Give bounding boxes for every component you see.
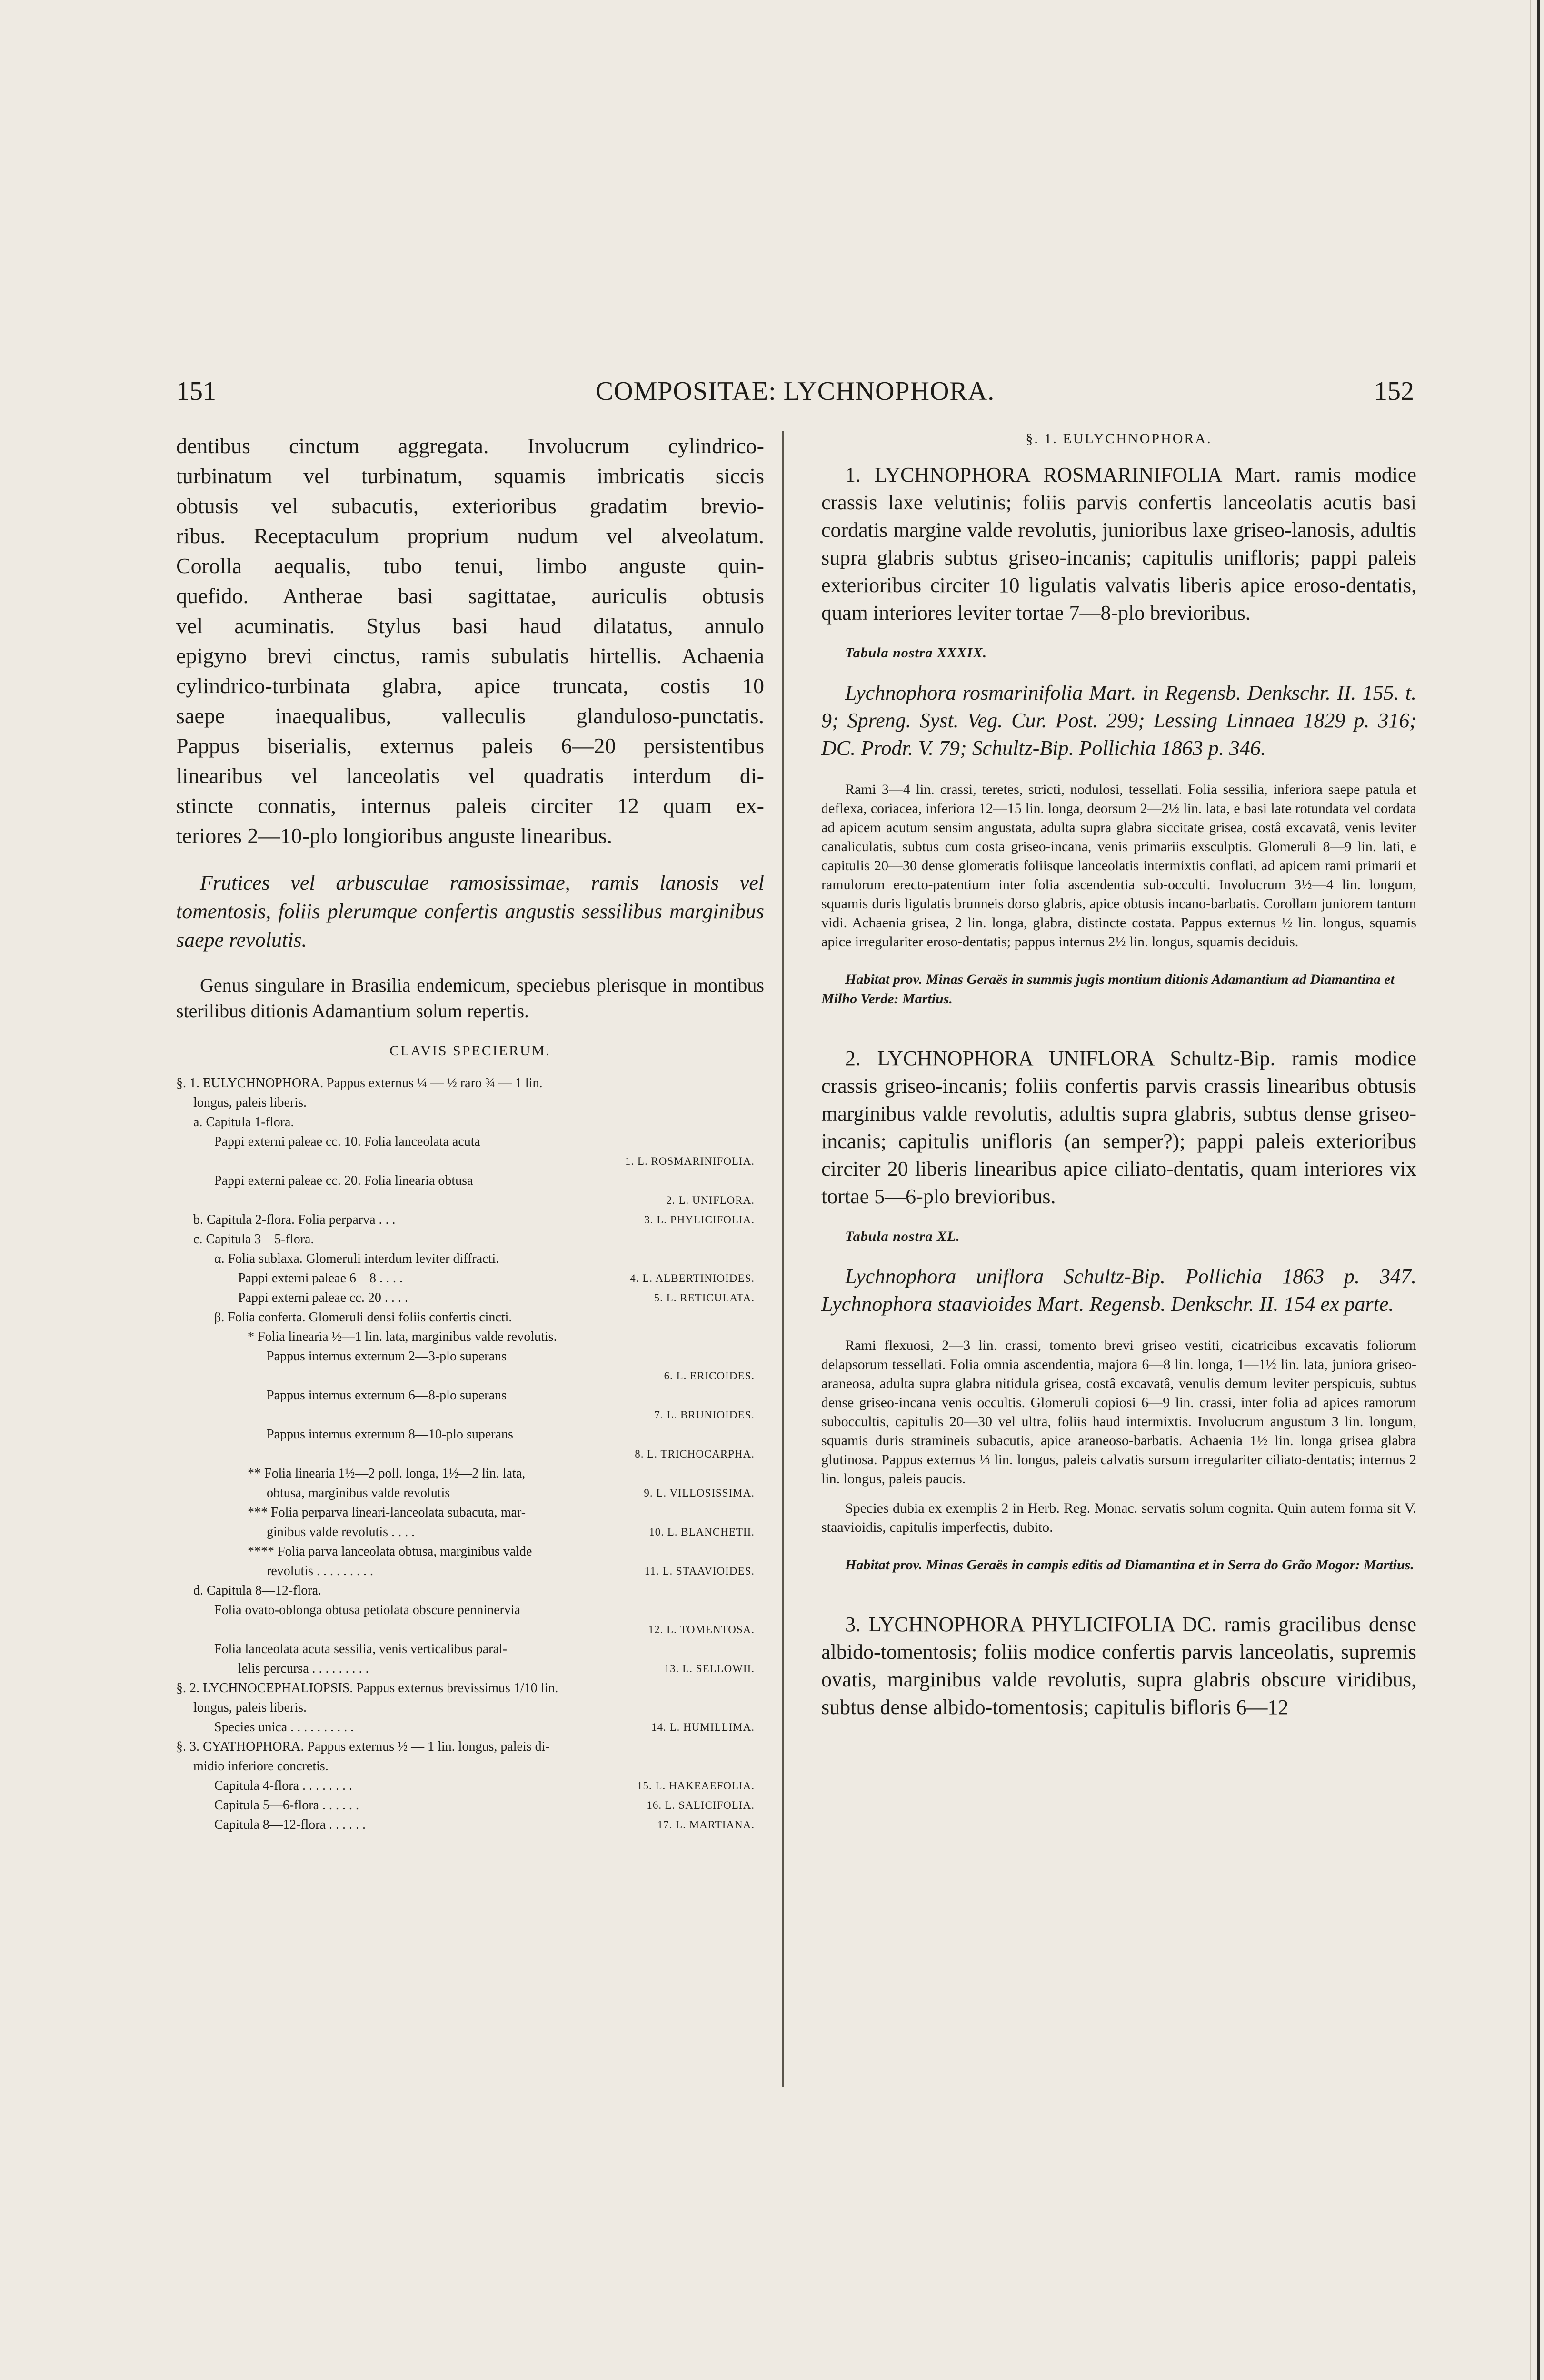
- key-species-ref: 16. L. SALICIFOLIA.: [647, 1799, 755, 1811]
- key-text: *** Folia perparva lineari-lanceolata subacuta, mar-: [248, 1505, 526, 1520]
- genus-description-line: quefido. Antherae basi sagittatae, auriculis obtusis: [176, 584, 764, 608]
- genus-description-line: Corolla aequalis, tubo tenui, limbo anguste quin-: [176, 554, 764, 578]
- key-row: [176, 1522, 764, 1542]
- column-divider: [782, 431, 784, 2087]
- key-species-ref: 1. L. ROSMARINIFOLIA.: [625, 1155, 755, 1167]
- species-1-title: 1. LYCHNOPHORA ROSMARINIFOLIA Mart.: [845, 463, 1281, 486]
- key-text: Pappi externi paleae 6—8 . . . .: [238, 1271, 403, 1286]
- key-row: [176, 1737, 764, 1756]
- species-key: [176, 1073, 764, 1835]
- key-row: [176, 1366, 764, 1386]
- key-text: Folia lanceolata acuta sessilia, venis verticalibus paral-: [214, 1642, 507, 1656]
- key-text: revolutis . . . . . . . . .: [267, 1564, 373, 1578]
- key-text: * Folia linearia ½—1 lin. lata, marginibus valde revolutis.: [248, 1329, 557, 1344]
- key-row: [176, 1639, 764, 1659]
- key-text: longus, paleis liberis.: [193, 1095, 307, 1110]
- key-text: longus, paleis liberis.: [193, 1700, 307, 1715]
- key-row: [176, 1288, 764, 1308]
- key-row: [176, 1542, 764, 1561]
- species-3-diagnosis: ramis gracilibus dense albido-tomentosis; foliis modice confertis parvis lanceolatis, supremis ovatis, marginibus valde revolutis, supra glabris obscure viridibus, subtus dense albido-tomentosis; capitulis bifloris 6—12: [821, 1613, 1417, 1719]
- key-row: [176, 1386, 764, 1405]
- key-row: [176, 1269, 764, 1288]
- species-2-habitat: Habitat prov. Minas Geraës in campis editis ad Diamantina et in Serra do Grão Mogor: Martius.: [845, 1557, 1414, 1573]
- key-text: §. 2. LYCHNOCEPHALIOPSIS. Pappus externus brevissimus 1/10 lin.: [176, 1681, 558, 1696]
- species-3-description: [821, 1611, 1416, 1721]
- key-text: α. Folia sublaxa. Glomeruli interdum leviter diffracti.: [214, 1251, 499, 1266]
- species-2-synonymy: Lychnophora uniflora Schultz-Bip. Pollichia 1863 p. 347. Lychnophora staavioides Mart. Regensb. Denkschr. II. 154 ex parte.: [821, 1265, 1416, 1316]
- key-text: Capitula 4-flora . . . . . . . .: [214, 1778, 353, 1793]
- key-row: [176, 1756, 764, 1776]
- key-species-ref: 5. L. RETICULATA.: [654, 1292, 755, 1304]
- key-species-ref: 9. L. VILLOSISSIMA.: [644, 1487, 755, 1499]
- species-3-title: 3. LYCHNOPHORA PHYLICIFOLIA DC.: [845, 1613, 1216, 1636]
- key-row: [176, 1659, 764, 1678]
- species-2-description: [821, 1045, 1416, 1210]
- key-text: β. Folia conferta. Glomeruli densi foliis confertis cincti.: [214, 1310, 512, 1325]
- key-row: [176, 1230, 764, 1249]
- genus-description-line: cylindrico-turbinata glabra, apice truncata, costis 10: [176, 674, 764, 698]
- key-text: midio inferiore concretis.: [193, 1759, 329, 1774]
- key-text: d. Capitula 8—12-flora.: [193, 1583, 322, 1598]
- key-text: ginibus valde revolutis . . . .: [267, 1525, 415, 1539]
- key-species-ref: 11. L. STAAVIOIDES.: [644, 1565, 755, 1577]
- genus-description-line: stincte connatis, internus paleis circiter 12 quam ex-: [176, 793, 764, 818]
- key-text: Pappus internus externum 6—8-plo superans: [267, 1388, 507, 1403]
- key-text: **** Folia parva lanceolata obtusa, marginibus valde: [248, 1544, 532, 1559]
- species-2-note: Species dubia ex exemplis 2 in Herb. Reg. Monac. servatis solum cognita. Quin autem forma sit V. staavioidis, capitulis imperfectis, dubito.: [821, 1500, 1416, 1535]
- key-row: [176, 1347, 764, 1366]
- key-row: [176, 1093, 764, 1112]
- key-text: Pappus internus externum 8—10-plo superans: [267, 1427, 513, 1442]
- genus-description-line: linearibus vel lanceolatis vel quadratis interdum di-: [176, 764, 764, 788]
- species-1-diagnosis: ramis modice crassis laxe velutinis; foliis parvis confertis lanceolatis acutis basi cordatis margine valde revolutis, junioribus laxe griseo-lanosis, adultis supra glabris subtus griseo-incanis; capitulis unifloris; pappi paleis exterioribus circiter 10 ligulatis valvatis liberis apice eroso-dentatis, quam interiores leviter tortae 7—8-plo brevioribus.: [821, 463, 1416, 625]
- genus-description: [176, 431, 764, 851]
- key-row: [176, 1249, 764, 1269]
- key-text: Pappi externi paleae cc. 20 . . . .: [238, 1290, 408, 1305]
- key-species-ref: 10. L. BLANCHETII.: [649, 1526, 755, 1538]
- key-text: a. Capitula 1-flora.: [193, 1115, 294, 1130]
- key-row: [176, 1815, 764, 1835]
- key-row: [176, 1581, 764, 1600]
- genus-description-line: teriores 2—10-plo longioribus anguste linearibus.: [176, 823, 613, 848]
- key-text: c. Capitula 3—5-flora.: [193, 1232, 314, 1247]
- key-species-ref: 13. L. SELLOWII.: [664, 1663, 755, 1675]
- genus-description-line: saepe inaequalibus, valleculis glanduloso-punctatis.: [176, 704, 764, 728]
- key-text: Capitula 8—12-flora . . . . . .: [214, 1817, 366, 1832]
- right-column: [821, 431, 1416, 1721]
- genus-description-line: dentibus cinctum aggregata. Involucrum cylindrico-: [176, 434, 764, 458]
- key-row: [176, 1444, 764, 1464]
- species-1-description: [821, 461, 1416, 627]
- key-species-ref: 3. L. PHYLICIFOLIA.: [644, 1214, 755, 1226]
- key-text: obtusa, marginibus valde revolutis: [267, 1486, 450, 1500]
- genus-description-line: ribus. Receptaculum proprium nudum vel alveolatum.: [176, 524, 764, 548]
- key-text: Species unica . . . . . . . . . .: [214, 1720, 354, 1735]
- species-2-detail: Rami flexuosi, 2—3 lin. crassi, tomento brevi griseo vestiti, cicatricibus excavatis foliorum delapsorum tessellati. Folia omnia ascendentia, majora 6—8 lin. longa, 1—1½ lin. lata, juniora griseo-araneosa, adulta supra glabra nitidula grisea, costâ excavatâ, venulis demum leviter perspicuis, subtus dense griseo-incana venis occultis. Glomeruli copiosi 6—9 lin. crassi, inter folia ad apices ramorum suboccultis, capitulis 20—30 vel ultra, foliis haud intermixtis. Involucrum angustum 3 lin. longum, squamis duris stramineis subacutis, apice araneoso-barbatis. Achaenia 1½ lin. longa grisea glabra glutinosa. Pappus externus ⅓ lin. longus, paleis calvatis sursum irregulariter ciliato-dentatis; internus 2 lin. longus, paleis paucis.: [821, 1338, 1416, 1487]
- key-row: [176, 1600, 764, 1620]
- species-2-plate: Tabula nostra XL.: [845, 1229, 960, 1244]
- key-row: [176, 1308, 764, 1327]
- key-row: [176, 1776, 764, 1795]
- key-row: [176, 1171, 764, 1190]
- key-row: [176, 1483, 764, 1503]
- key-row: [176, 1112, 764, 1132]
- genus-description-line: epigyno brevi cinctus, ramis subulatis hirtellis. Achaenia: [176, 644, 764, 668]
- key-row: [176, 1717, 764, 1737]
- key-row: [176, 1561, 764, 1581]
- left-column: [176, 431, 764, 1835]
- key-row: [176, 1678, 764, 1698]
- genus-description-line: Pappus biserialis, externus paleis 6—20 persistentibus: [176, 734, 764, 758]
- page-number-right: 152: [1374, 377, 1414, 406]
- clavis-title: CLAVIS SPECIERUM.: [389, 1043, 551, 1059]
- species-2-title: 2. LYCHNOPHORA UNIFLORA Schultz-Bip.: [845, 1047, 1275, 1070]
- key-text: b. Capitula 2-flora. Folia perparva . . .: [193, 1212, 396, 1227]
- frutices-paragraph: Frutices vel arbusculae ramosissimae, ramis lanosis vel tomentosis, foliis plerumque confertis angustis sessilibus marginibus saepe revolutis.: [176, 871, 764, 952]
- page-edge: [1537, 0, 1540, 2380]
- genus-note: Genus singulare in Brasilia endemicum, speciebus plerisque in montibus sterilibus ditionis Adamantium solum repertis.: [176, 974, 764, 1021]
- genus-description-line: turbinatum vel turbinatum, squamis imbricatis siccis: [176, 464, 764, 488]
- key-row: [176, 1464, 764, 1483]
- page-number-left: 151: [176, 377, 216, 406]
- key-species-ref: 4. L. ALBERTINIOIDES.: [630, 1272, 755, 1284]
- key-text: §. 1. EULYCHNOPHORA. Pappus externus ¼ — ½ raro ¾ — 1 lin.: [176, 1076, 543, 1091]
- key-row: [176, 1327, 764, 1347]
- section-title: §. 1. EULYCHNOPHORA.: [1026, 431, 1212, 446]
- key-text: ** Folia linearia 1½—2 poll. longa, 1½—2 lin. lata,: [248, 1466, 526, 1481]
- running-header: [176, 376, 1414, 414]
- key-text: §. 3. CYATHOPHORA. Pappus externus ½ — 1 lin. longus, paleis di-: [176, 1739, 550, 1754]
- key-species-ref: 14. L. HUMILLIMA.: [651, 1721, 755, 1733]
- key-text: Pappus internus externum 2—3-plo superans: [267, 1349, 507, 1364]
- key-row: [176, 1190, 764, 1210]
- key-species-ref: 8. L. TRICHOCARPHA.: [635, 1448, 755, 1460]
- key-species-ref: 17. L. MARTIANA.: [657, 1819, 755, 1831]
- page-fold-line: [1530, 0, 1531, 2380]
- key-row: [176, 1503, 764, 1522]
- genus-description-line: obtusis vel subacutis, exterioribus gradatim brevio-: [176, 494, 764, 518]
- key-row: [176, 1795, 764, 1815]
- key-text: Folia ovato-oblonga obtusa petiolata obscure penninervia: [214, 1603, 521, 1617]
- key-text: lelis percursa . . . . . . . . .: [238, 1661, 369, 1676]
- key-row: [176, 1405, 764, 1425]
- species-2-diagnosis: ramis modice crassis griseo-incanis; foliis confertis parvis crassis linearibus obtusis marginibus valde revolutis, adultis supra glabris, subtus dense griseo-incanis; capitulis unifloris (an semper?); pappi paleis exterioribus circiter 20 liberis linearibus apice ciliato-dentatis, quam interiores vix tortae 5—6-plo brevioribus.: [821, 1047, 1417, 1208]
- key-row: [176, 1073, 764, 1093]
- key-row: [176, 1151, 764, 1171]
- key-row: [176, 1425, 764, 1444]
- key-species-ref: 6. L. ERICOIDES.: [664, 1370, 755, 1382]
- key-species-ref: 7. L. BRUNIOIDES.: [654, 1409, 755, 1421]
- key-text: Pappi externi paleae cc. 20. Folia linearia obtusa: [214, 1173, 473, 1188]
- species-1-plate: Tabula nostra XXXIX.: [845, 645, 987, 661]
- key-row: [176, 1210, 764, 1230]
- key-species-ref: 15. L. HAKEAEFOLIA.: [637, 1780, 755, 1792]
- species-1-habitat: Habitat prov. Minas Geraës in summis jugis montium ditionis Adamantium ad Diamantina et Milho Verde: Martius.: [821, 972, 1395, 1007]
- genus-description-line: vel acuminatis. Stylus basi haud dilatatus, annulo: [176, 614, 764, 638]
- species-1-detail: Rami 3—4 lin. crassi, teretes, stricti, nodulosi, tessellati. Folia sessilia, inferiora saepe patula et deflexa, coriacea, inferiora 12—15 lin. longa, deorsum 2—2½ lin. lata, e basi late rotundata vel cordata ad apicem acutum sensim angustata, adulta supra glabra siccitate grisea, costâ excavatâ, venis leviter canaliculatis, subtus cum costa griseo-incana, venis primariis exsculptis. Glomeruli 8—9 lin. lati, e capitulis 20—30 dense glomeratis foliisque lanceolatis intermixtis conflati, ad apicem rami primarii et ramulorum erecto-patentium inter folia ascendentia sub-occulti. Involucrum 3½—4 lin. longum, squamis duris ligulatis brunneis dorso glabris, apice obtusis incano-barbatis. Corollam juniorem tantum vidi. Achaenia grisea, 2 lin. longa, glabra, distincte costata. Pappus externus ½ lin. longus, squamis apice irregulariter eroso-dentatis; pappus internus 2½ lin. longus, squamis deciduis.: [821, 782, 1416, 950]
- key-row: [176, 1698, 764, 1717]
- species-1-synonymy: Lychnophora rosmarinifolia Mart. in Regensb. Denkschr. II. 155. t. 9; Spreng. Syst. Veg. Cur. Post. 299; Lessing Linnaea 1829 p. 316; DC. Prodr. V. 79; Schultz-Bip. Pollichia 1863 p. 346.: [821, 681, 1416, 760]
- key-species-ref: 2. L. UNIFLORA.: [666, 1194, 755, 1206]
- key-text: Pappi externi paleae cc. 10. Folia lanceolata acuta: [214, 1134, 480, 1149]
- key-text: Capitula 5—6-flora . . . . . .: [214, 1798, 359, 1813]
- key-row: [176, 1620, 764, 1639]
- key-species-ref: 12. L. TOMENTOSA.: [648, 1624, 755, 1636]
- running-title: COMPOSITAE: LYCHNOPHORA.: [595, 377, 995, 406]
- key-row: [176, 1132, 764, 1151]
